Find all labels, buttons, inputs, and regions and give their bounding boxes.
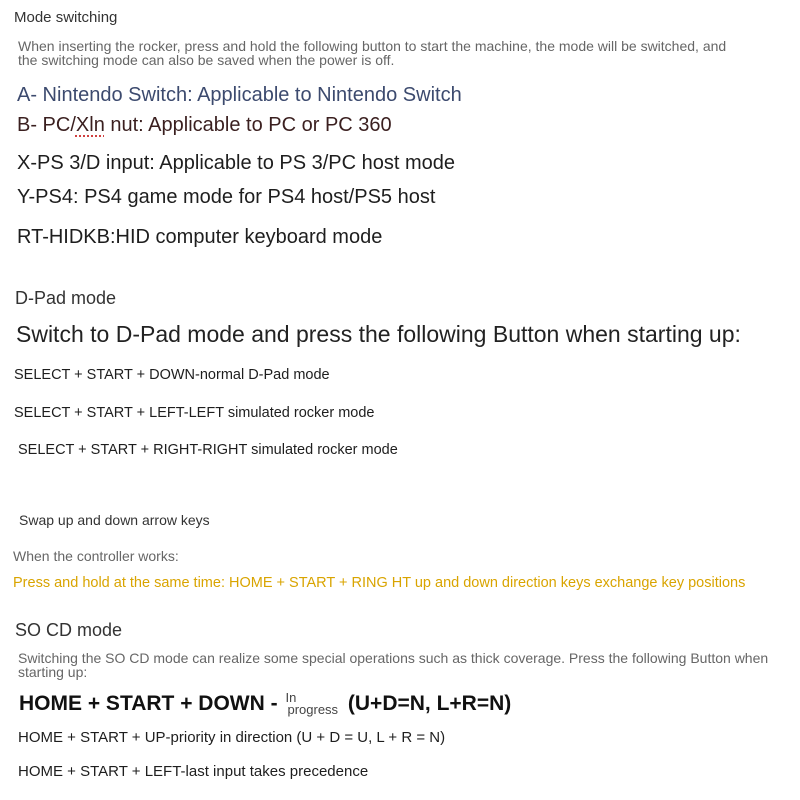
dpad-instruction: Switch to D-Pad mode and press the following Button when starting up: bbox=[16, 321, 741, 347]
socd-combo-down bbox=[19, 692, 511, 716]
socd-combo-left: HOME + START + LEFT-last input takes precedence bbox=[18, 763, 369, 780]
socd-progress-note bbox=[285, 692, 338, 716]
mode-item-a-prefix: A- Nintendo Switch: bbox=[17, 84, 198, 106]
mode-item-b-text: nut: Applicable to PC or PC 360 bbox=[104, 114, 392, 136]
section-title-socd: SO CD mode bbox=[15, 620, 123, 640]
socd-combo-up: HOME + START + UP-priority in direction (U + D = U, L + R = N) bbox=[18, 729, 446, 746]
mode-item-b bbox=[17, 114, 392, 137]
mode-item-a bbox=[17, 84, 462, 107]
section-title-mode-switching: Mode switching bbox=[14, 9, 118, 26]
section-title-dpad: D-Pad mode bbox=[15, 288, 117, 308]
dpad-combo-left: SELECT + START + LEFT-LEFT simulated rocker mode bbox=[14, 405, 375, 421]
dpad-combo-right: SELECT + START + RIGHT-RIGHT simulated rocker mode bbox=[18, 442, 398, 458]
swap-instruction: Press and hold at the same time: HOME + START + RING HT up and down direction keys exchange key positions bbox=[13, 575, 746, 591]
socd-combo-down-suffix: (U+D=N, L+R=N) bbox=[347, 692, 512, 715]
mode-item-x: X-PS 3/D input: Applicable to PS 3/PC host mode bbox=[17, 152, 456, 174]
section-title-swap: Swap up and down arrow keys bbox=[19, 512, 210, 528]
socd-intro: Switching the SO CD mode can realize some special operations such as thick coverage. Press the following Button when starting up: bbox=[18, 650, 769, 680]
socd-progress-note-bottom: progress bbox=[287, 702, 339, 718]
mode-item-rt: RT-HIDKB:HID computer keyboard mode bbox=[17, 226, 383, 248]
mode-item-b-highlight: Xln bbox=[75, 114, 105, 136]
mode-item-a-text: Applicable to Nintendo Switch bbox=[197, 84, 462, 106]
socd-progress-note-top: In bbox=[285, 690, 297, 706]
mode-switching-intro: When inserting the rocker, press and hold the following button to start the machine, the mode will be switched, and the switching mode can also be saved when the power is off. bbox=[18, 38, 727, 68]
mode-item-b-prefix: B- PC/ bbox=[17, 114, 76, 136]
dpad-combo-normal: SELECT + START + DOWN-normal D-Pad mode bbox=[14, 367, 330, 383]
mode-item-y: Y-PS4: PS4 game mode for PS4 host/PS5 host bbox=[17, 186, 436, 208]
swap-condition: When the controller works: bbox=[13, 548, 179, 564]
socd-combo-down-prefix: HOME + START + DOWN - bbox=[19, 692, 278, 715]
